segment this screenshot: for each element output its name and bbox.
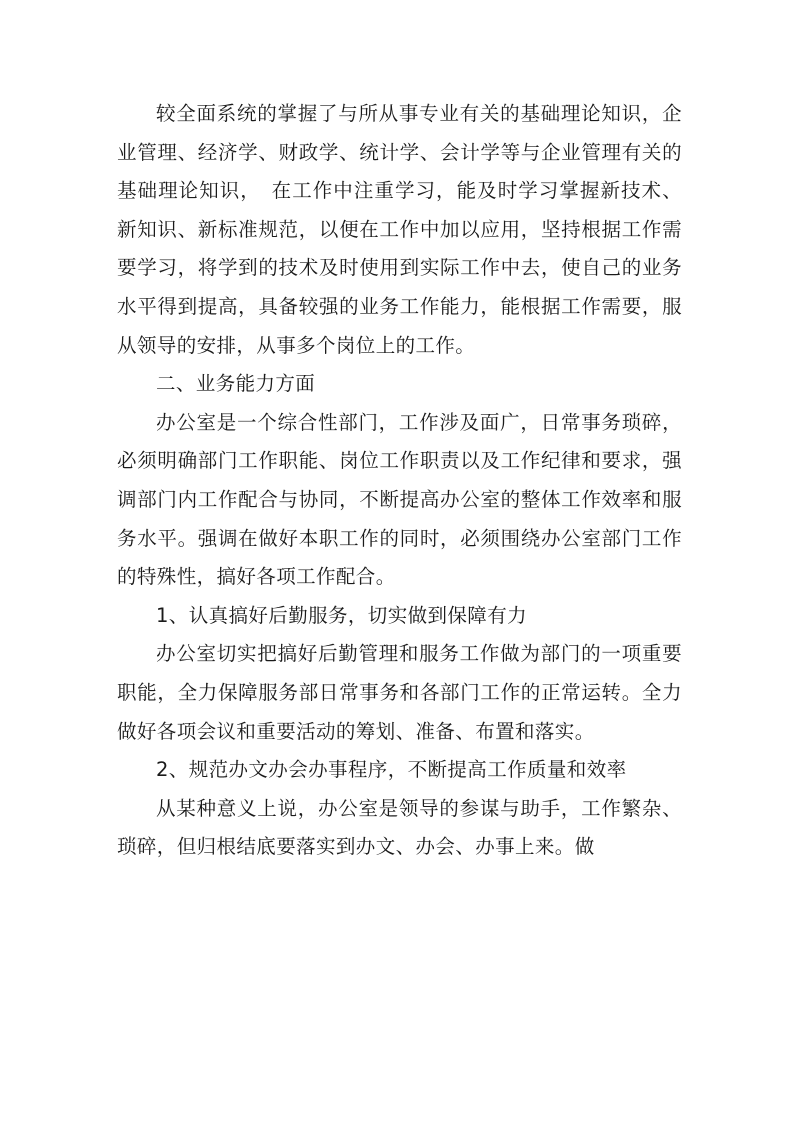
paragraph-logistics: 办公室切实把搞好后勤管理和服务工作做为部门的一项重要职能，全力保障服务部日常事务和各部门工作的正常运转。全力做好各项会议和重要活动的筹划、准备、布置和落实。 — [117, 642, 682, 743]
paragraph-office: 办公室是一个综合性部门，工作涉及面广，日常事务琐碎，必须明确部门工作职能、岗位工作职责以及工作纪律和要求，强调部门内工作配合与协同，不断提高办公室的整体工作效率和服务水平。强调在做好本职工作的同时，必须围绕办公室部门工作的特殊性，搞好各项工作配合。 — [117, 410, 682, 589]
paragraph-intro: 较全面系统的掌握了与所从事专业有关的基础理论知识，企业管理、经济学、财政学、统计学、会计学等与企业管理有关的基础理论知识， 在工作中注重学习，能及时学习掌握新技术、新知识、新标准规范，以便在工作中加以应用，坚持根据工作需要学习，将学到的技术及时使用到实际工作中去，使自己的业务水平得到提高，具备较强的业务工作能力，能根据工作需要，服从领导的安排，从事多个岗位上的工作。 — [117, 102, 682, 357]
subheading-2: 2、规范办文办会办事程序，不断提高工作质量和效率 — [156, 758, 627, 782]
paragraph-procedures: 从某种意义上说，办公室是领导的参谋与助手，工作繁杂、琐碎，但归根结底要落实到办文、办会、办事上来。做 — [117, 796, 682, 859]
section-heading-2: 二、业务能力方面 — [156, 372, 316, 396]
document-body — [117, 95, 682, 867]
subheading-1: 1、认真搞好后勤服务，切实做到保障有力 — [156, 603, 528, 627]
